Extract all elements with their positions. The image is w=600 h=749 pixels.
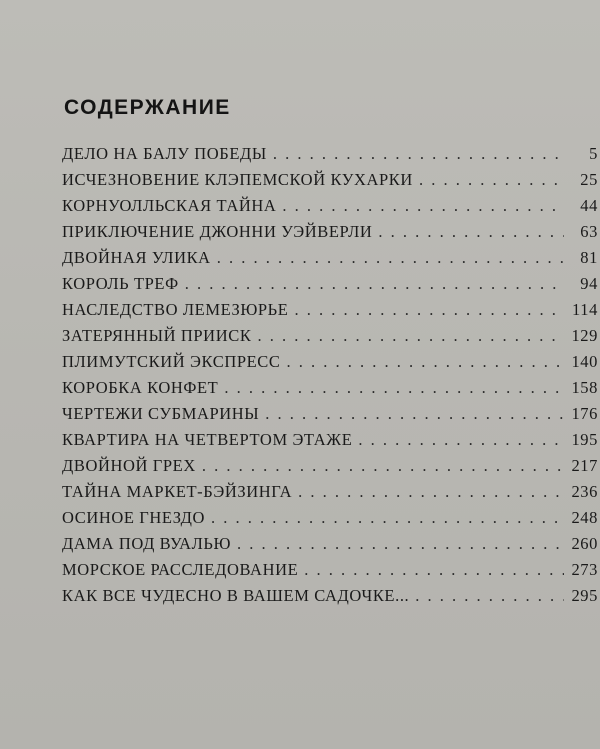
toc-entry-title: МОРСКОЕ РАССЛЕДОВАНИЕ bbox=[62, 560, 299, 579]
toc-page-number: 260 bbox=[571, 534, 598, 553]
toc-page-number: 94 bbox=[580, 274, 598, 293]
toc-row bbox=[62, 271, 598, 297]
toc-entry-title: ИСЧЕЗНОВЕНИЕ КЛЭПЕМСКОЙ КУХАРКИ bbox=[62, 170, 413, 189]
toc-row bbox=[62, 349, 598, 375]
toc-entry-title: ДАМА ПОД ВУАЛЬЮ bbox=[62, 534, 232, 553]
dot-leader bbox=[358, 427, 564, 453]
toc-row bbox=[62, 219, 598, 245]
toc-entry-title: ДЕЛО НА БАЛУ ПОБЕДЫ bbox=[62, 144, 267, 163]
toc-page-number: 114 bbox=[572, 300, 598, 319]
toc-page-number: 236 bbox=[571, 482, 598, 501]
toc-page-number: 273 bbox=[571, 560, 598, 579]
toc-page-number: 176 bbox=[571, 404, 598, 423]
dot-leader bbox=[217, 245, 564, 271]
dot-leader bbox=[257, 323, 564, 349]
toc-row bbox=[62, 401, 598, 427]
toc-row bbox=[62, 245, 598, 271]
toc-row bbox=[62, 323, 598, 349]
toc-page-number: 63 bbox=[580, 222, 598, 241]
toc-row bbox=[62, 193, 598, 219]
toc-entry-title: КАК ВСЕ ЧУДЕСНО В ВАШЕМ САДОЧКЕ... bbox=[62, 586, 410, 605]
toc-entry-title: КОРНУОЛЛЬСКАЯ ТАЙНА bbox=[62, 196, 277, 215]
toc-page-number: 217 bbox=[571, 456, 598, 475]
toc-row bbox=[62, 297, 598, 323]
toc-entry-title: КВАРТИРА НА ЧЕТВЕРТОМ ЭТАЖЕ bbox=[62, 430, 353, 449]
dot-leader bbox=[185, 271, 564, 297]
dot-leader bbox=[265, 401, 564, 427]
toc-entry-title: ЧЕРТЕЖИ СУБМАРИНЫ bbox=[62, 404, 260, 423]
toc-page-number: 248 bbox=[571, 508, 598, 527]
toc-row bbox=[62, 141, 598, 167]
toc-page-number: 158 bbox=[571, 378, 598, 397]
toc-entry-title: НАСЛЕДСТВО ЛЕМЕЗЮРЬЕ bbox=[62, 300, 289, 319]
toc-page-number: 25 bbox=[580, 170, 598, 189]
dot-leader bbox=[224, 375, 564, 401]
table-of-contents bbox=[62, 141, 598, 609]
dot-leader bbox=[211, 505, 564, 531]
dot-leader bbox=[415, 583, 564, 609]
dot-leader bbox=[419, 167, 564, 193]
toc-page-number: 129 bbox=[571, 326, 598, 345]
toc-row bbox=[62, 453, 598, 479]
toc-row bbox=[62, 557, 598, 583]
toc-entry-title: ПРИКЛЮЧЕНИЕ ДЖОННИ УЭЙВЕРЛИ bbox=[62, 222, 373, 241]
toc-page-number: 295 bbox=[571, 586, 598, 605]
toc-page-number: 81 bbox=[580, 248, 598, 267]
dot-leader bbox=[282, 193, 564, 219]
toc-row bbox=[62, 479, 598, 505]
toc-entry-title: ОСИНОЕ ГНЕЗДО bbox=[62, 508, 206, 527]
dot-leader bbox=[273, 141, 564, 167]
dot-leader bbox=[287, 349, 565, 375]
dot-leader bbox=[378, 219, 564, 245]
toc-page-number: 5 bbox=[589, 144, 598, 163]
toc-entry-title: ПЛИМУТСКИЙ ЭКСПРЕСС bbox=[62, 352, 281, 371]
toc-row bbox=[62, 505, 598, 531]
dot-leader bbox=[298, 479, 564, 505]
dot-leader bbox=[237, 531, 564, 557]
toc-entry-title: ТАЙНА МАРКЕТ-БЭЙЗИНГА bbox=[62, 482, 293, 501]
page-title: СОДЕРЖАНИЕ bbox=[64, 96, 231, 119]
toc-entry-title: ДВОЙНАЯ УЛИКА bbox=[62, 248, 211, 267]
toc-row bbox=[62, 375, 598, 401]
toc-entry-title: ДВОЙНОЙ ГРЕХ bbox=[62, 456, 196, 475]
toc-row bbox=[62, 167, 598, 193]
toc-page-number: 44 bbox=[580, 196, 598, 215]
toc-entry-title: ЗАТЕРЯННЫЙ ПРИИСК bbox=[62, 326, 252, 345]
toc-row bbox=[62, 427, 598, 453]
toc-page-number: 195 bbox=[571, 430, 598, 449]
dot-leader bbox=[304, 557, 564, 583]
toc-row bbox=[62, 583, 598, 609]
toc-entry-title: КОРОБКА КОНФЕТ bbox=[62, 378, 219, 397]
toc-row bbox=[62, 531, 598, 557]
toc-entry-title: КОРОЛЬ ТРЕФ bbox=[62, 274, 179, 293]
dot-leader bbox=[202, 453, 564, 479]
toc-page-number: 140 bbox=[571, 352, 598, 371]
dot-leader bbox=[294, 297, 564, 323]
